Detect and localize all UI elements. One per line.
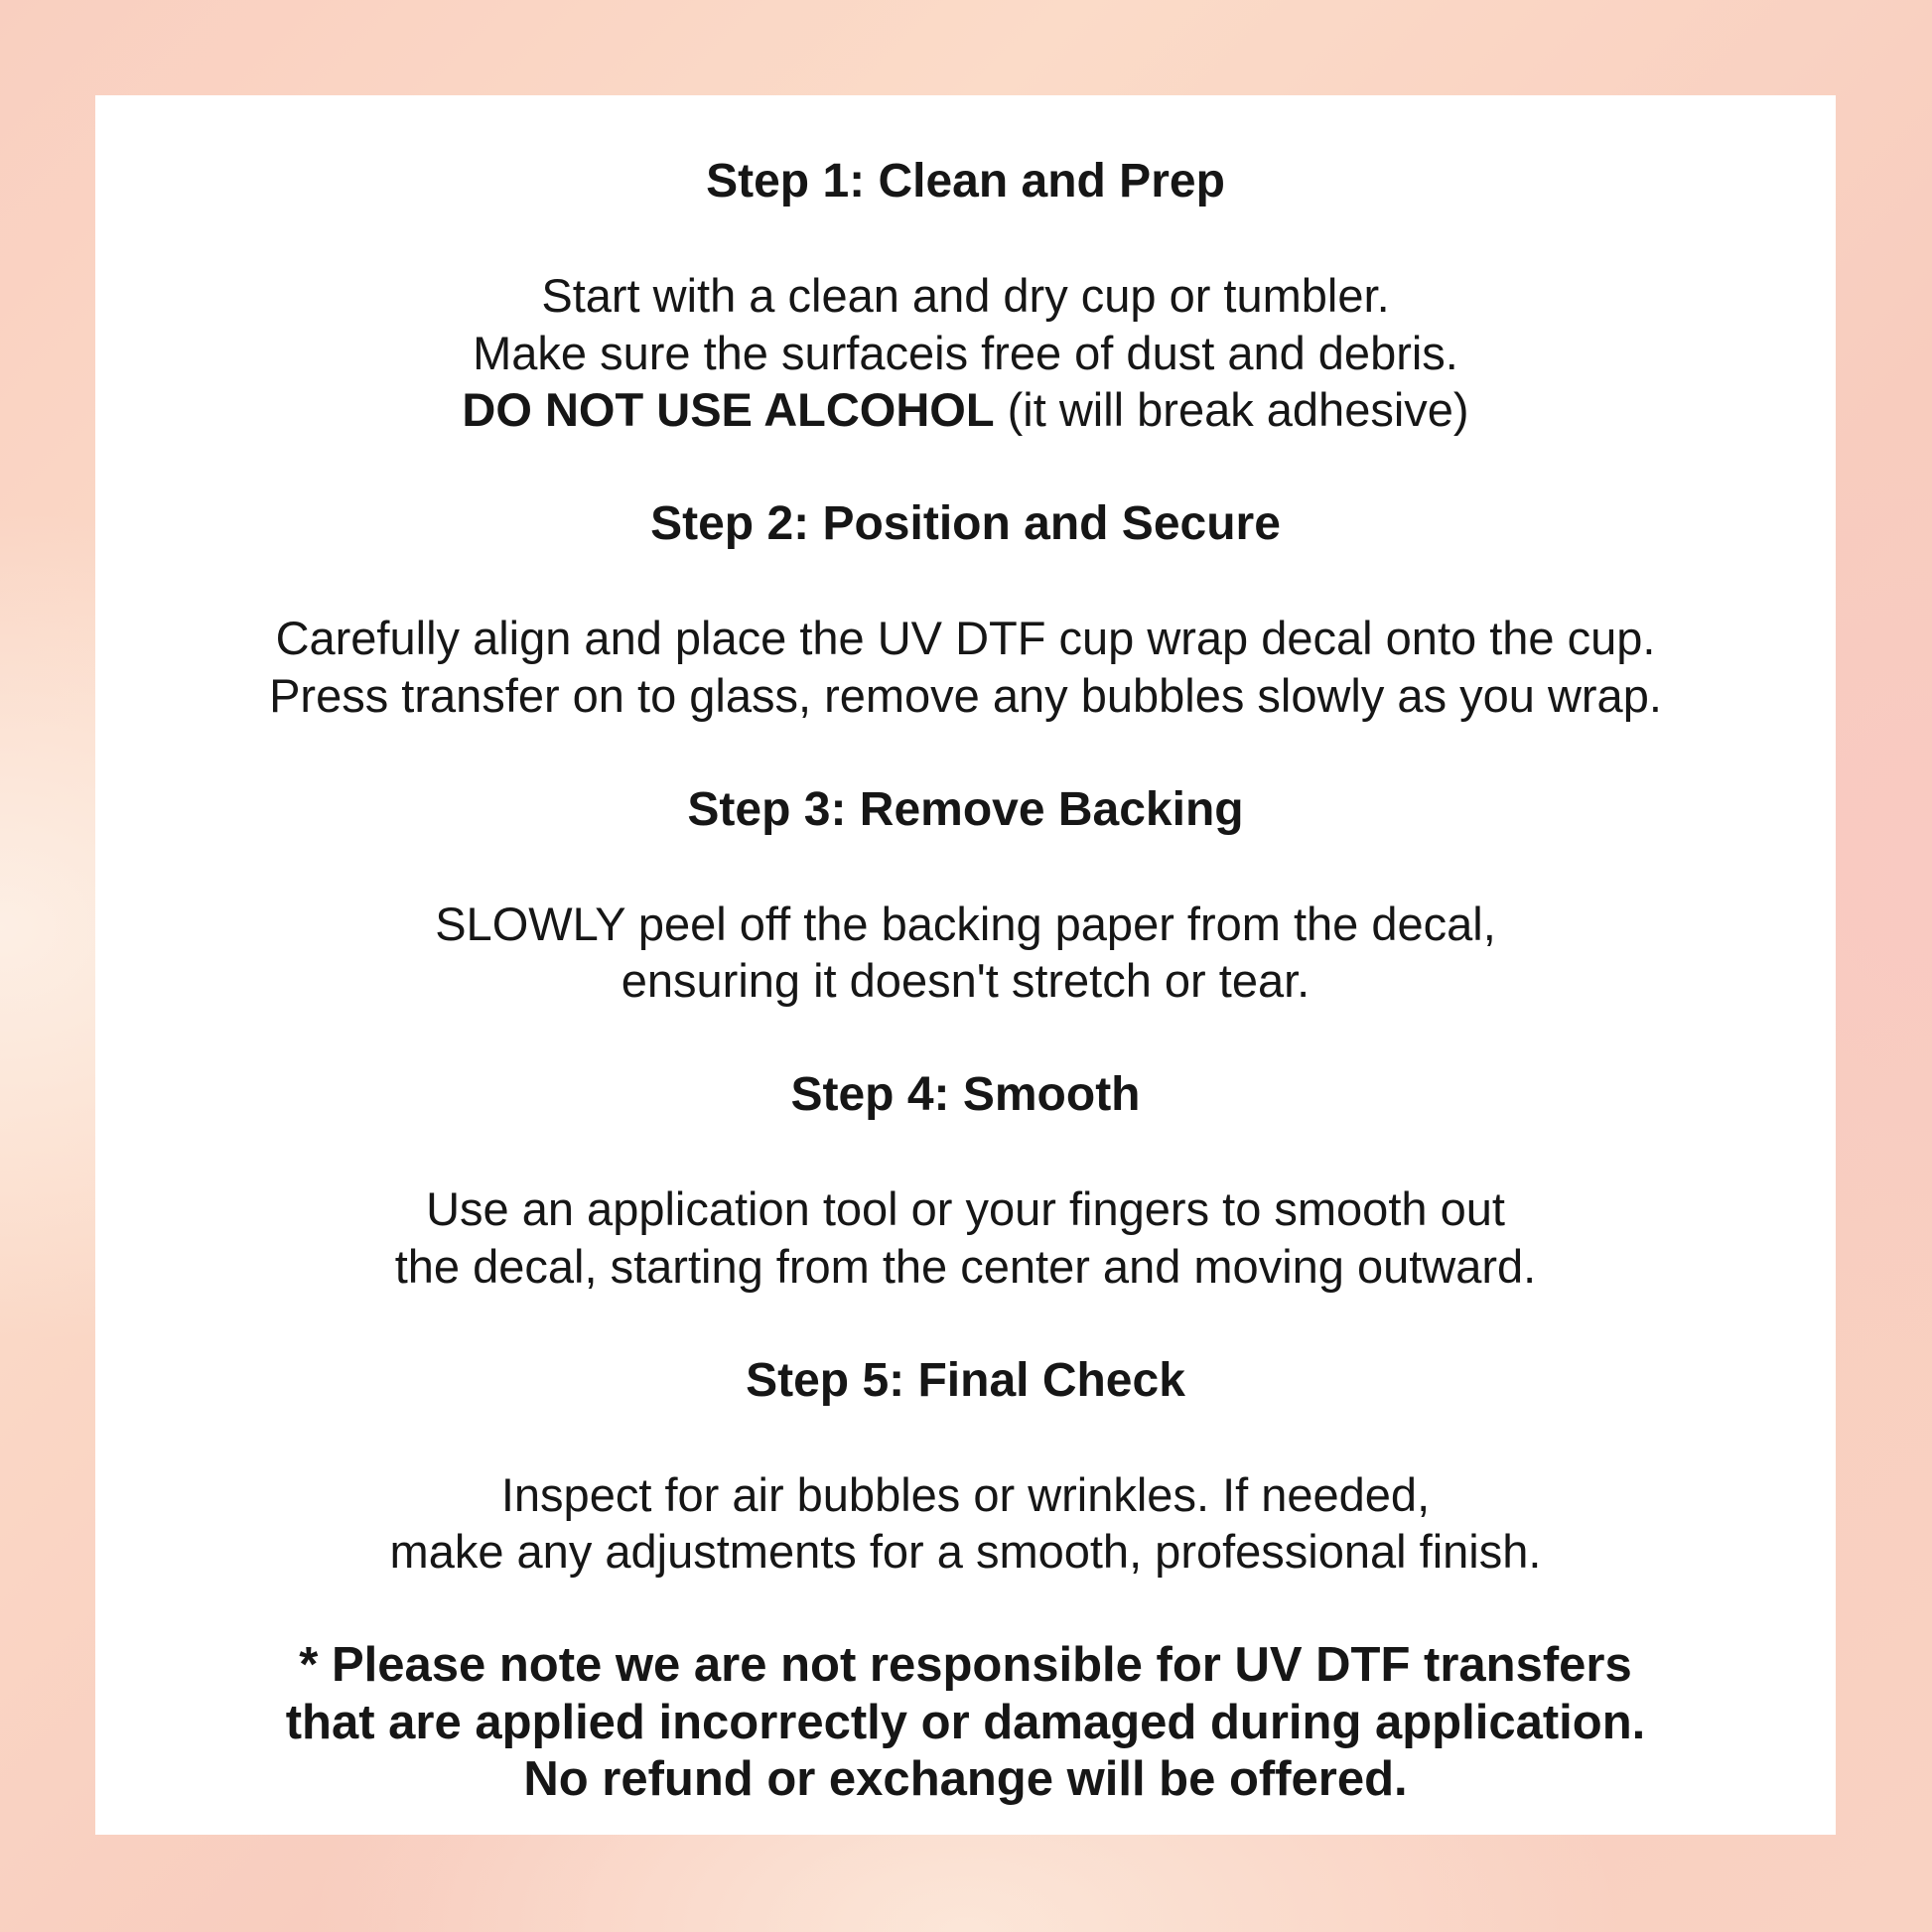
disclaimer-line-3: No refund or exchange will be offered. <box>523 1752 1408 1806</box>
step3-heading: Step 3: Remove Backing <box>687 782 1244 836</box>
step1-heading: Step 1: Clean and Prep <box>706 155 1225 207</box>
step1-line-2: Make sure the surfaceis free of dust and debris. <box>473 326 1458 379</box>
spacer <box>95 553 1836 611</box>
step3-line-2: ensuring it doesn't stretch or tear. <box>621 954 1311 1007</box>
spacer <box>95 1295 1836 1352</box>
spacer <box>95 1124 1836 1181</box>
spacer <box>95 1010 1836 1067</box>
instruction-card <box>95 95 1836 1835</box>
step2-line-1: Carefully align and place the UV DTF cup wrap decal onto the cup. <box>275 612 1656 664</box>
step5-line-2: make any adjustments for a smooth, professional finish. <box>389 1525 1542 1578</box>
step2-heading: Step 2: Position and Secure <box>650 497 1281 550</box>
step4-line-1: Use an application tool or your fingers to smooth out <box>426 1182 1505 1235</box>
disclaimer-block <box>95 1637 1836 1809</box>
step5-line-1: Inspect for air bubbles or wrinkles. If needed, <box>500 1467 1431 1521</box>
step1-warning-bold: DO NOT USE ALCOHOL <box>462 383 995 436</box>
step3-line-1: SLOWLY peel off the backing paper from the decal, <box>435 897 1496 950</box>
step1-line-1: Start with a clean and dry cup or tumbler. <box>541 269 1390 322</box>
spacer <box>95 838 1836 896</box>
disclaimer-line-2: that are applied incorrectly or damaged during application. <box>285 1695 1646 1749</box>
step1-warning-rest: (it will break adhesive) <box>994 383 1469 436</box>
spacer <box>95 210 1836 268</box>
spacer <box>95 1409 1836 1466</box>
spacer <box>95 724 1836 781</box>
disclaimer-line-1: * Please note we are not responsible for UV DTF transfers <box>299 1638 1632 1692</box>
step5-heading: Step 5: Final Check <box>746 1353 1185 1407</box>
spacer <box>95 1581 1836 1638</box>
step4-line-2: the decal, starting from the center and moving outward. <box>394 1239 1537 1293</box>
step4-heading: Step 4: Smooth <box>790 1068 1141 1121</box>
step2-line-2: Press transfer on to glass, remove any bubbles slowly as you wrap. <box>269 668 1662 722</box>
step1-warning-line <box>95 381 1836 439</box>
spacer <box>95 439 1836 496</box>
